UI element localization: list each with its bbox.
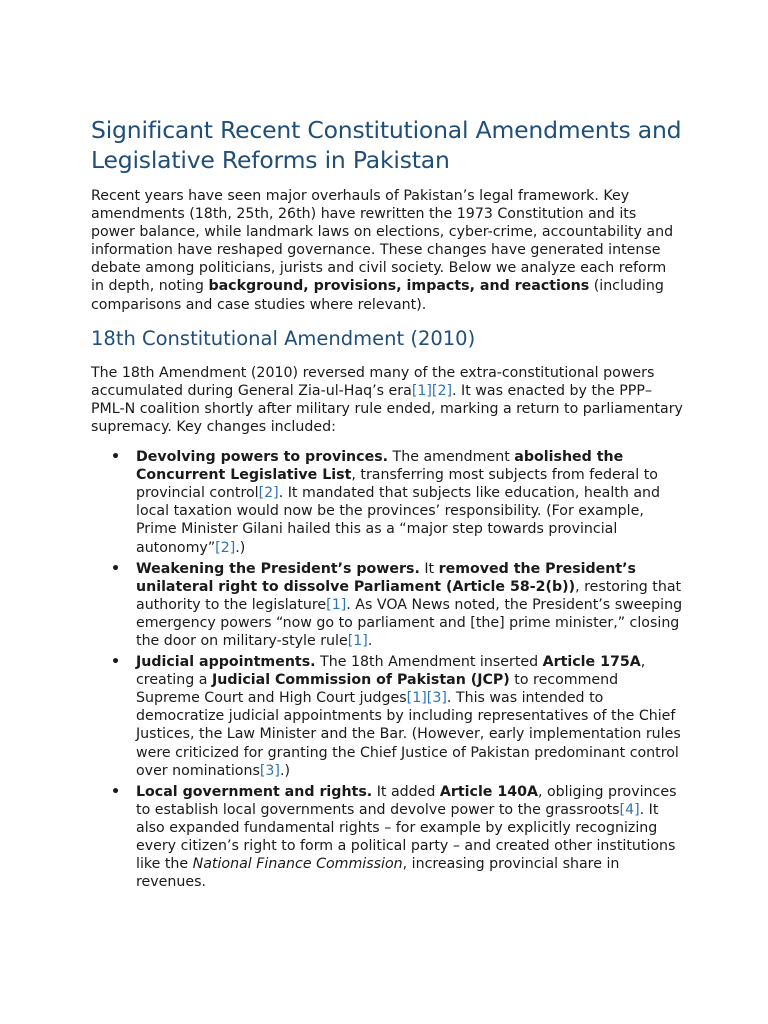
list-item-local-government — [91, 783, 683, 892]
citation-link[interactable]: [2] — [215, 539, 236, 556]
document-page — [91, 115, 683, 894]
bullet-icon: • — [111, 449, 121, 466]
item-bold: abolished the Concurrent Legislative List — [136, 449, 624, 484]
item-text: , obliging provinces to establish local governments and devolve power to the grassroots — [136, 783, 677, 818]
section-text-end: . It was enacted by the PPP–PML-N coalition shortly after military rule ended, marking a return to parliamentary supremacy. Key changes included: — [91, 382, 683, 435]
item-italic: National Finance Commission — [192, 856, 403, 873]
item-lead: Weakening the President’s powers. — [136, 560, 420, 577]
item-bold: Article 140A — [439, 783, 538, 800]
item-lead: Local government and rights. — [136, 783, 373, 800]
item-text: , restoring that authority to the legislature — [136, 578, 682, 613]
item-text: . — [367, 632, 373, 649]
citation-link[interactable]: [2] — [431, 382, 453, 399]
bullet-icon: • — [111, 560, 121, 577]
item-text: . It mandated that subjects like education, health and local taxation would now be the provinces’ responsibility. (For example, Prime Minister Gilani hailed this as a “major step towards provincial autonomy” — [136, 485, 661, 556]
key-changes-list — [91, 448, 683, 891]
citation-link[interactable]: [2] — [258, 485, 279, 502]
bullet-icon: • — [111, 783, 121, 800]
intro-text-end: (including comparisons and case studies where relevant). — [91, 278, 664, 313]
item-lead: Judicial appointments. — [136, 654, 316, 671]
bullet-icon: • — [111, 654, 121, 671]
item-bold: removed the President’s unilateral right to dissolve Parliament (Article 58-2(b)) — [136, 560, 637, 595]
list-item-devolving-powers — [91, 448, 683, 557]
citation-link[interactable]: [1] — [406, 690, 427, 707]
citation-link[interactable]: [4] — [619, 801, 640, 818]
section-paragraph — [91, 364, 683, 436]
item-text: It — [419, 560, 439, 577]
item-bold: Judicial Commission of Pakistan (JCP) — [211, 672, 510, 689]
item-text: , creating a — [136, 654, 646, 689]
item-text: It added — [372, 783, 440, 800]
item-bold: Article 175A — [542, 654, 641, 671]
citation-link[interactable]: [3] — [259, 762, 280, 779]
item-lead: Devolving powers to provinces. — [136, 449, 389, 466]
item-text: , transferring most subjects from federal to provincial control — [136, 467, 658, 502]
list-item-president-powers — [91, 560, 683, 650]
item-text: The 18th Amendment inserted — [315, 654, 543, 671]
page-title: Significant Recent Constitutional Amendments and Legislative Reforms in Pakistan — [91, 116, 682, 174]
intro-text: Recent years have seen major overhauls of Pakistan’s legal framework. Key amendments (18th, 25th, 26th) have rewritten the 1973 Constitution and its power balance, while landmark laws on elections, cyber-crime, accountability and information have reshaped governance. These changes have generated intense debate among politicians, jurists and civil society. Below we analyze each reform in depth, noting — [91, 188, 674, 295]
citation-link[interactable]: [3] — [426, 690, 447, 707]
section-text: The 18th Amendment (2010) reversed many of the extra-constitutional powers accumulated during General Zia-ul-Haq’s era — [91, 364, 655, 399]
item-text: The amendment — [388, 449, 515, 466]
section-heading: 18th Constitutional Amendment (2010) — [91, 326, 476, 350]
item-text: .) — [279, 762, 290, 779]
list-item-judicial-appointments — [91, 653, 683, 780]
citation-link[interactable]: [1] — [347, 632, 368, 649]
item-text: .) — [235, 539, 246, 556]
intro-paragraph — [91, 187, 683, 314]
item-text: . This was intended to democratize judicial appointments by including representatives of the Chief Justices, the Law Minister and the Bar. (However, early implementation rules were criticized for granting the Chief Justice of Pakistan predominant control over nominations — [136, 690, 681, 779]
citation-link[interactable]: [1] — [326, 596, 347, 613]
item-text: . As VOA News noted, the President’s sweeping emergency powers “now go to parliament and [the] prime minister,” closing the door on military-style rule — [136, 596, 683, 649]
item-text: , increasing provincial share in revenues. — [136, 856, 620, 891]
item-text: . It also expanded fundamental rights – for example by explicitly recognizing every citizen’s right to form a political party – and created other institutions like the — [136, 801, 676, 873]
citation-link[interactable]: [1] — [411, 382, 432, 399]
item-text: to recommend Supreme Court and High Court judges — [136, 672, 619, 707]
intro-bold: background, provisions, impacts, and reactions — [208, 278, 590, 295]
